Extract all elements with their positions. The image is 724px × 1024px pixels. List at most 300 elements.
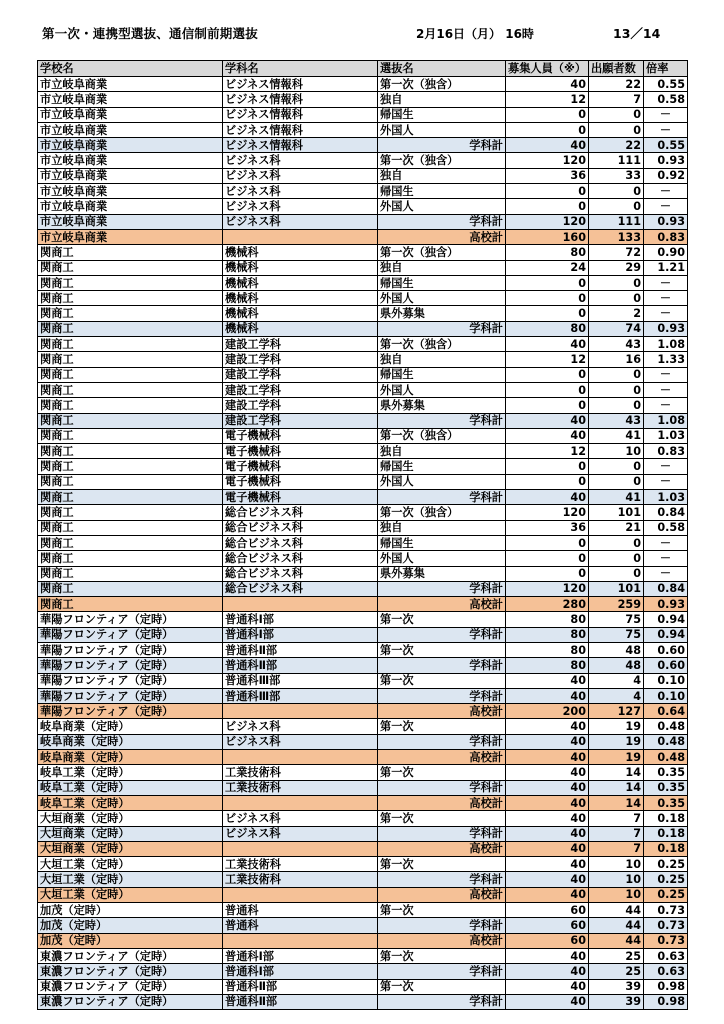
cell-ratio: － xyxy=(644,184,688,199)
cell-capacity: 80 xyxy=(506,321,589,336)
cell-school: 関商工 xyxy=(38,551,223,566)
cell-selection: 第一次 xyxy=(378,642,506,657)
table-row xyxy=(38,750,688,765)
cell-applicants: 25 xyxy=(589,964,644,979)
cell-capacity: 12 xyxy=(506,444,589,459)
cell-capacity: 80 xyxy=(506,642,589,657)
cell-capacity: 60 xyxy=(506,918,589,933)
cell-school: 市立岐阜商業 xyxy=(38,153,223,168)
cell-ratio: 0.60 xyxy=(644,658,688,673)
cell-ratio: 0.93 xyxy=(644,153,688,168)
column-header-applicants: 出願者数 xyxy=(589,61,644,77)
cell-school: 東濃フロンティア（定時） xyxy=(38,948,223,963)
cell-capacity: 40 xyxy=(506,964,589,979)
table-row xyxy=(38,490,688,505)
cell-ratio: 0.25 xyxy=(644,872,688,887)
cell-applicants: 7 xyxy=(589,92,644,107)
table-header xyxy=(38,61,688,77)
cell-department: 普通科Ⅰ部 xyxy=(223,612,378,627)
cell-capacity: 0 xyxy=(506,306,589,321)
cell-selection: 帰国生 xyxy=(378,107,506,122)
table-row xyxy=(38,474,688,489)
cell-school: 加茂（定時） xyxy=(38,918,223,933)
cell-capacity: 40 xyxy=(506,337,589,352)
cell-applicants: 48 xyxy=(589,642,644,657)
cell-applicants: 19 xyxy=(589,750,644,765)
cell-department: 機械科 xyxy=(223,260,378,275)
cell-department: 電子機械科 xyxy=(223,428,378,443)
cell-capacity: 60 xyxy=(506,903,589,918)
cell-school: 関商工 xyxy=(38,413,223,428)
cell-department: 普通科 xyxy=(223,903,378,918)
cell-ratio: － xyxy=(644,107,688,122)
table-row xyxy=(38,444,688,459)
cell-school: 岐阜工業（定時） xyxy=(38,765,223,780)
cell-ratio: 0.84 xyxy=(644,505,688,520)
table-row xyxy=(38,229,688,244)
cell-selection: 高校計 xyxy=(378,795,506,810)
cell-ratio: 0.55 xyxy=(644,138,688,153)
table-row xyxy=(38,398,688,413)
cell-capacity: 0 xyxy=(506,367,589,382)
cell-school: 市立岐阜商業 xyxy=(38,122,223,137)
cell-department: ビジネス情報科 xyxy=(223,92,378,107)
cell-selection: 帰国生 xyxy=(378,184,506,199)
cell-selection: 学科計 xyxy=(378,826,506,841)
cell-school: 東濃フロンティア（定時） xyxy=(38,994,223,1009)
cell-applicants: 0 xyxy=(589,566,644,581)
cell-selection: 学科計 xyxy=(378,627,506,642)
table-row xyxy=(38,520,688,535)
table-row xyxy=(38,857,688,872)
cell-selection: 高校計 xyxy=(378,704,506,719)
cell-selection: 外国人 xyxy=(378,382,506,397)
cell-applicants: 0 xyxy=(589,122,644,137)
cell-ratio: 1.21 xyxy=(644,260,688,275)
table-row xyxy=(38,627,688,642)
cell-department: 建設工学科 xyxy=(223,367,378,382)
table-row xyxy=(38,551,688,566)
cell-department: 建設工学科 xyxy=(223,413,378,428)
table-row xyxy=(38,581,688,596)
cell-ratio: 0.18 xyxy=(644,826,688,841)
table-row xyxy=(38,765,688,780)
cell-ratio: － xyxy=(644,474,688,489)
cell-department: ビジネス情報科 xyxy=(223,122,378,137)
cell-ratio: 1.03 xyxy=(644,490,688,505)
cell-capacity: 36 xyxy=(506,520,589,535)
cell-department: 工業技術科 xyxy=(223,765,378,780)
table-body xyxy=(38,77,688,1010)
cell-department xyxy=(223,704,378,719)
cell-applicants: 111 xyxy=(589,214,644,229)
cell-applicants: 41 xyxy=(589,490,644,505)
cell-applicants: 16 xyxy=(589,352,644,367)
table-row xyxy=(38,948,688,963)
cell-ratio: － xyxy=(644,551,688,566)
cell-department: 電子機械科 xyxy=(223,444,378,459)
column-header-school: 学校名 xyxy=(38,61,223,77)
cell-department: 電子機械科 xyxy=(223,490,378,505)
cell-selection: 第一次（独含） xyxy=(378,77,506,92)
cell-ratio: 0.73 xyxy=(644,933,688,948)
cell-capacity: 120 xyxy=(506,505,589,520)
cell-selection: 外国人 xyxy=(378,122,506,137)
cell-capacity: 40 xyxy=(506,872,589,887)
column-header-department: 学科名 xyxy=(223,61,378,77)
cell-school: 市立岐阜商業 xyxy=(38,168,223,183)
cell-department: 機械科 xyxy=(223,275,378,290)
cell-selection: 高校計 xyxy=(378,933,506,948)
cell-capacity: 80 xyxy=(506,612,589,627)
cell-capacity: 40 xyxy=(506,765,589,780)
cell-capacity: 0 xyxy=(506,566,589,581)
cell-department: 普通科Ⅲ部 xyxy=(223,673,378,688)
cell-capacity: 40 xyxy=(506,490,589,505)
cell-school: 関商工 xyxy=(38,597,223,612)
cell-department: 機械科 xyxy=(223,306,378,321)
cell-ratio: 1.08 xyxy=(644,413,688,428)
cell-capacity: 36 xyxy=(506,168,589,183)
cell-applicants: 2 xyxy=(589,306,644,321)
cell-capacity: 40 xyxy=(506,948,589,963)
cell-selection: 独自 xyxy=(378,92,506,107)
cell-ratio: － xyxy=(644,291,688,306)
cell-school: 関商工 xyxy=(38,337,223,352)
cell-school: 華陽フロンティア（定時） xyxy=(38,642,223,657)
cell-selection: 独自 xyxy=(378,352,506,367)
cell-applicants: 0 xyxy=(589,459,644,474)
table-row xyxy=(38,811,688,826)
table-row xyxy=(38,138,688,153)
cell-capacity: 40 xyxy=(506,138,589,153)
cell-school: 関商工 xyxy=(38,566,223,581)
table-row xyxy=(38,780,688,795)
cell-capacity: 40 xyxy=(506,750,589,765)
cell-applicants: 7 xyxy=(589,811,644,826)
table-row xyxy=(38,321,688,336)
cell-applicants: 10 xyxy=(589,857,644,872)
table-row xyxy=(38,367,688,382)
cell-school: 岐阜工業（定時） xyxy=(38,795,223,810)
cell-capacity: 40 xyxy=(506,413,589,428)
cell-capacity: 0 xyxy=(506,122,589,137)
cell-selection: 県外募集 xyxy=(378,566,506,581)
cell-applicants: 0 xyxy=(589,474,644,489)
cell-applicants: 75 xyxy=(589,612,644,627)
cell-school: 市立岐阜商業 xyxy=(38,77,223,92)
cell-capacity: 40 xyxy=(506,428,589,443)
cell-capacity: 0 xyxy=(506,551,589,566)
cell-applicants: 48 xyxy=(589,658,644,673)
table-row xyxy=(38,382,688,397)
cell-school: 関商工 xyxy=(38,535,223,550)
cell-school: 関商工 xyxy=(38,459,223,474)
cell-department: ビジネス情報科 xyxy=(223,107,378,122)
cell-ratio: 0.94 xyxy=(644,612,688,627)
cell-applicants: 44 xyxy=(589,903,644,918)
cell-applicants: 259 xyxy=(589,597,644,612)
cell-ratio: 0.63 xyxy=(644,948,688,963)
cell-department: ビジネス科 xyxy=(223,826,378,841)
cell-capacity: 0 xyxy=(506,107,589,122)
table-row xyxy=(38,92,688,107)
cell-applicants: 75 xyxy=(589,627,644,642)
cell-ratio: 0.18 xyxy=(644,811,688,826)
cell-ratio: － xyxy=(644,275,688,290)
cell-selection: 第一次 xyxy=(378,673,506,688)
cell-department: ビジネス情報科 xyxy=(223,77,378,92)
cell-school: 関商工 xyxy=(38,581,223,596)
table-row xyxy=(38,122,688,137)
table-row xyxy=(38,612,688,627)
cell-selection: 高校計 xyxy=(378,841,506,856)
cell-school: 市立岐阜商業 xyxy=(38,92,223,107)
cell-ratio: 0.25 xyxy=(644,887,688,902)
cell-capacity: 40 xyxy=(506,841,589,856)
cell-department: 総合ビジネス科 xyxy=(223,581,378,596)
table-row xyxy=(38,642,688,657)
table-row xyxy=(38,903,688,918)
cell-selection: 帰国生 xyxy=(378,275,506,290)
cell-selection: 高校計 xyxy=(378,229,506,244)
cell-selection: 県外募集 xyxy=(378,306,506,321)
cell-school: 大垣工業（定時） xyxy=(38,887,223,902)
cell-department: 建設工学科 xyxy=(223,352,378,367)
cell-applicants: 39 xyxy=(589,994,644,1009)
cell-ratio: 0.63 xyxy=(644,964,688,979)
cell-school: 岐阜商業（定時） xyxy=(38,750,223,765)
cell-capacity: 0 xyxy=(506,535,589,550)
cell-selection: 学科計 xyxy=(378,872,506,887)
table-row xyxy=(38,535,688,550)
table-row xyxy=(38,306,688,321)
cell-applicants: 14 xyxy=(589,795,644,810)
cell-ratio: 0.18 xyxy=(644,841,688,856)
cell-ratio: 0.83 xyxy=(644,444,688,459)
cell-department: 建設工学科 xyxy=(223,382,378,397)
cell-ratio: 0.35 xyxy=(644,780,688,795)
cell-department xyxy=(223,795,378,810)
cell-department: ビジネス情報科 xyxy=(223,138,378,153)
table-row xyxy=(38,428,688,443)
cell-ratio: 0.93 xyxy=(644,321,688,336)
cell-school: 華陽フロンティア（定時） xyxy=(38,627,223,642)
cell-department xyxy=(223,229,378,244)
cell-selection: 第一次（独含） xyxy=(378,428,506,443)
cell-selection: 学科計 xyxy=(378,214,506,229)
table-row xyxy=(38,841,688,856)
cell-school: 関商工 xyxy=(38,291,223,306)
page-title: 第一次・連携型選抜、通信制前期選抜 xyxy=(42,26,258,41)
report-datetime: 2月16日（月） 16時 xyxy=(416,27,534,41)
cell-school: 加茂（定時） xyxy=(38,903,223,918)
cell-capacity: 40 xyxy=(506,673,589,688)
cell-department: 普通科Ⅱ部 xyxy=(223,994,378,1009)
cell-department: 建設工学科 xyxy=(223,337,378,352)
cell-ratio: － xyxy=(644,382,688,397)
cell-capacity: 80 xyxy=(506,658,589,673)
table-row xyxy=(38,933,688,948)
cell-school: 岐阜商業（定時） xyxy=(38,719,223,734)
cell-capacity: 60 xyxy=(506,933,589,948)
table-row xyxy=(38,275,688,290)
cell-capacity: 40 xyxy=(506,826,589,841)
table-row xyxy=(38,77,688,92)
table-row xyxy=(38,795,688,810)
cell-capacity: 120 xyxy=(506,581,589,596)
table-row xyxy=(38,291,688,306)
cell-capacity: 40 xyxy=(506,780,589,795)
cell-department: 総合ビジネス科 xyxy=(223,505,378,520)
cell-applicants: 101 xyxy=(589,581,644,596)
cell-school: 岐阜工業（定時） xyxy=(38,780,223,795)
cell-school: 市立岐阜商業 xyxy=(38,184,223,199)
table-row xyxy=(38,994,688,1009)
cell-school: 華陽フロンティア（定時） xyxy=(38,704,223,719)
cell-department: 総合ビジネス科 xyxy=(223,566,378,581)
cell-department: 総合ビジネス科 xyxy=(223,520,378,535)
cell-selection: 独自 xyxy=(378,168,506,183)
cell-department: ビジネス科 xyxy=(223,734,378,749)
cell-capacity: 12 xyxy=(506,92,589,107)
cell-ratio: 0.90 xyxy=(644,245,688,260)
cell-department: 普通科Ⅱ部 xyxy=(223,979,378,994)
cell-capacity: 0 xyxy=(506,474,589,489)
cell-applicants: 21 xyxy=(589,520,644,535)
cell-applicants: 29 xyxy=(589,260,644,275)
cell-ratio: 0.10 xyxy=(644,673,688,688)
cell-selection: 第一次 xyxy=(378,903,506,918)
cell-school: 華陽フロンティア（定時） xyxy=(38,673,223,688)
table-row xyxy=(38,597,688,612)
cell-ratio: － xyxy=(644,122,688,137)
cell-school: 関商工 xyxy=(38,474,223,489)
cell-school: 関商工 xyxy=(38,321,223,336)
column-header-ratio: 倍率 xyxy=(644,61,688,77)
cell-ratio: 0.58 xyxy=(644,520,688,535)
cell-capacity: 24 xyxy=(506,260,589,275)
cell-ratio: 0.60 xyxy=(644,642,688,657)
cell-selection: 外国人 xyxy=(378,291,506,306)
cell-capacity: 0 xyxy=(506,382,589,397)
cell-school: 市立岐阜商業 xyxy=(38,199,223,214)
cell-school: 市立岐阜商業 xyxy=(38,214,223,229)
cell-selection: 学科計 xyxy=(378,658,506,673)
cell-ratio: 0.93 xyxy=(644,597,688,612)
table-row xyxy=(38,719,688,734)
cell-selection: 第一次 xyxy=(378,765,506,780)
cell-applicants: 0 xyxy=(589,275,644,290)
cell-applicants: 133 xyxy=(589,229,644,244)
cell-ratio: 0.35 xyxy=(644,765,688,780)
cell-capacity: 120 xyxy=(506,214,589,229)
cell-school: 関商工 xyxy=(38,398,223,413)
cell-department: 工業技術科 xyxy=(223,857,378,872)
cell-department: 工業技術科 xyxy=(223,780,378,795)
cell-applicants: 111 xyxy=(589,153,644,168)
cell-capacity: 0 xyxy=(506,398,589,413)
cell-applicants: 22 xyxy=(589,138,644,153)
cell-applicants: 0 xyxy=(589,199,644,214)
cell-department: 普通科Ⅰ部 xyxy=(223,627,378,642)
cell-selection: 高校計 xyxy=(378,887,506,902)
cell-selection: 独自 xyxy=(378,444,506,459)
cell-capacity: 0 xyxy=(506,199,589,214)
table-row xyxy=(38,337,688,352)
cell-capacity: 12 xyxy=(506,352,589,367)
cell-selection: 第一次（独含） xyxy=(378,245,506,260)
column-header-capacity: 募集人員（※） xyxy=(506,61,589,77)
cell-selection: 第一次（独含） xyxy=(378,153,506,168)
cell-department xyxy=(223,597,378,612)
cell-department: ビジネス科 xyxy=(223,168,378,183)
cell-capacity: 40 xyxy=(506,857,589,872)
cell-ratio: － xyxy=(644,199,688,214)
cell-applicants: 4 xyxy=(589,688,644,703)
cell-selection: 第一次 xyxy=(378,948,506,963)
cell-selection: 帰国生 xyxy=(378,535,506,550)
cell-selection: 独自 xyxy=(378,520,506,535)
cell-department: 総合ビジネス科 xyxy=(223,535,378,550)
cell-school: 関商工 xyxy=(38,505,223,520)
cell-selection: 高校計 xyxy=(378,750,506,765)
cell-applicants: 25 xyxy=(589,948,644,963)
cell-ratio: 0.25 xyxy=(644,857,688,872)
cell-department xyxy=(223,841,378,856)
cell-applicants: 19 xyxy=(589,719,644,734)
cell-selection: 外国人 xyxy=(378,474,506,489)
table-row xyxy=(38,658,688,673)
cell-school: 関商工 xyxy=(38,382,223,397)
cell-school: 華陽フロンティア（定時） xyxy=(38,688,223,703)
cell-school: 大垣商業（定時） xyxy=(38,841,223,856)
cell-ratio: － xyxy=(644,306,688,321)
table-row xyxy=(38,673,688,688)
cell-ratio: 0.84 xyxy=(644,581,688,596)
cell-capacity: 200 xyxy=(506,704,589,719)
cell-department: 工業技術科 xyxy=(223,872,378,887)
cell-school: 岐阜商業（定時） xyxy=(38,734,223,749)
cell-school: 関商工 xyxy=(38,520,223,535)
cell-capacity: 80 xyxy=(506,627,589,642)
cell-applicants: 127 xyxy=(589,704,644,719)
cell-applicants: 39 xyxy=(589,979,644,994)
table-row xyxy=(38,887,688,902)
cell-ratio: 0.48 xyxy=(644,750,688,765)
cell-department: 普通科Ⅱ部 xyxy=(223,642,378,657)
cell-school: 東濃フロンティア（定時） xyxy=(38,964,223,979)
cell-applicants: 7 xyxy=(589,826,644,841)
cell-capacity: 120 xyxy=(506,153,589,168)
cell-selection: 独自 xyxy=(378,260,506,275)
cell-selection: 外国人 xyxy=(378,551,506,566)
table-row xyxy=(38,413,688,428)
cell-applicants: 0 xyxy=(589,291,644,306)
table-row xyxy=(38,184,688,199)
cell-selection: 学科計 xyxy=(378,490,506,505)
cell-applicants: 4 xyxy=(589,673,644,688)
cell-ratio: 0.55 xyxy=(644,77,688,92)
cell-capacity: 0 xyxy=(506,291,589,306)
cell-school: 大垣商業（定時） xyxy=(38,826,223,841)
cell-ratio: － xyxy=(644,398,688,413)
cell-selection: 学科計 xyxy=(378,413,506,428)
cell-applicants: 44 xyxy=(589,933,644,948)
table-row xyxy=(38,964,688,979)
cell-applicants: 43 xyxy=(589,337,644,352)
cell-applicants: 10 xyxy=(589,887,644,902)
